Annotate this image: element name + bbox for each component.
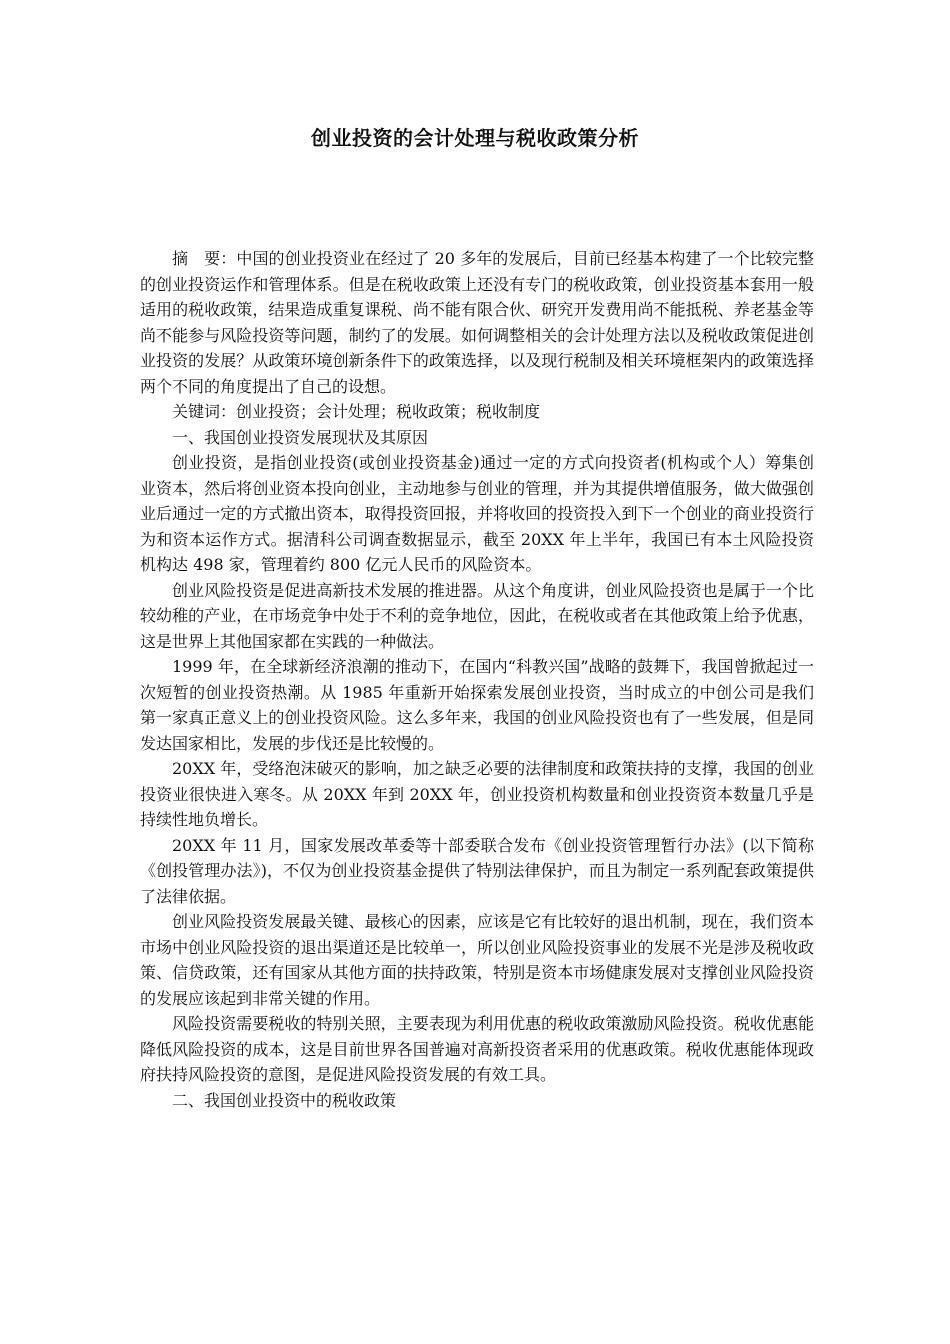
section-heading-2: 二、我国创业投资中的税收政策 xyxy=(172,1090,397,1110)
body-paragraph: 风险投资需要税收的特别关照，主要表现为利用优惠的税收政策激励风险投资。税收优惠能降低风险投资的成本，这是目前世界各国普遍对高新投资者采用的优惠政策。税收优惠能体现政府扶持风险投资的意图，是促进风险投资发展的有效工具。 xyxy=(140,1014,814,1084)
body-paragraph: 创业风险投资是促进高新技术发展的推进器。从这个角度讲，创业风险投资也是属于一个比较幼稚的产业，在市场竞争中处于不利的竞争地位，因此，在税收或者在其他政策上给予优惠，这是世界上其他国家都在实践的一种做法。 xyxy=(140,580,814,651)
body-paragraph: 1999 年，在全球新经济浪潮的推动下，在国内“科教兴国”战略的鼓舞下，我国曾掀起过一次短暂的创业投资热潮。从 1985 年重新开始探索发展创业投资，当时成立的中创公司是我们第一家真正意义上的创业投资风险。这么多年来，我国的创业风险投资也有了一些发展，但是同发达国家相比，发展的步伐还是比较慢的。 xyxy=(140,657,814,753)
document-title: 创业投资的会计处理与税收政策分析 xyxy=(311,126,639,150)
body-paragraph: 20XX 年 11 月，国家发展改革委等十部委联合发布《创业投资管理暂行办法》(以下简称《创投管理办法》)，不仅为创业投资基金提供了特别法律保护，而且为制定一系列配套政策提供了法律依据。 xyxy=(140,835,814,906)
section-heading-1: 一、我国创业投资发展现状及其原因 xyxy=(172,427,429,447)
body-paragraph: 创业投资，是指创业投资(或创业投资基金)通过一定的方式向投资者(机构或个人）筹集创业资本，然后将创业资本投向创业，主动地参与创业的管理，并为其提供增值服务，做大做强创业后通过一定的方式撤出资本，取得投资回报，并将收回的投资投入到下一个创业的商业投资行为和资本运作方式。据清科公司调查数据显示，截至 20XX 年上半年，我国已有本土风险投资机构达 498 家，管理着约 800 亿元人民币的风险资本。 xyxy=(140,453,814,574)
abstract-paragraph: 摘 要：中国的创业投资业在经过了 20 多年的发展后，目前已经基本构建了一个比较完整的创业投资运作和管理体系。但是在税收政策上还没有专门的税收政策，创业投资基本套用一般适用的税收政策，结果造成重复课税、尚不能有限合伙、研究开发费用尚不能抵税、养老基金等尚不能参与风险投资等问题，制约了的发展。如何调整相关的会计处理方法以及税收政策促进创业投资的发展？从政策环境创新条件下的政策选择，以及现行税制及相关环境框架内的政策选择两个不同的角度提出了自己的设想。 xyxy=(140,249,814,396)
document-body xyxy=(140,246,814,1113)
keywords-line: 关键词：创业投资；会计处理；税收政策；税收制度 xyxy=(172,402,541,421)
body-paragraph: 20XX 年，受络泡沫破灭的影响，加之缺乏必要的法律制度和政策扶持的支撑，我国的创业投资业很快进入寒冬。从 20XX 年到 20XX 年，创业投资机构数量和创业投资资本数量几乎是持续性地负增长。 xyxy=(140,759,814,829)
body-paragraph: 创业风险投资发展最关键、最核心的因素，应该是它有比较好的退出机制，现在，我们资本市场中创业风险投资的退出渠道还是比较单一，所以创业风险投资事业的发展不光是涉及税收政策、信贷政策，还有国家从其他方面的扶持政策，特别是资本市场健康发展对支撑创业风险投资的发展应该起到非常关键的作用。 xyxy=(140,912,814,1008)
